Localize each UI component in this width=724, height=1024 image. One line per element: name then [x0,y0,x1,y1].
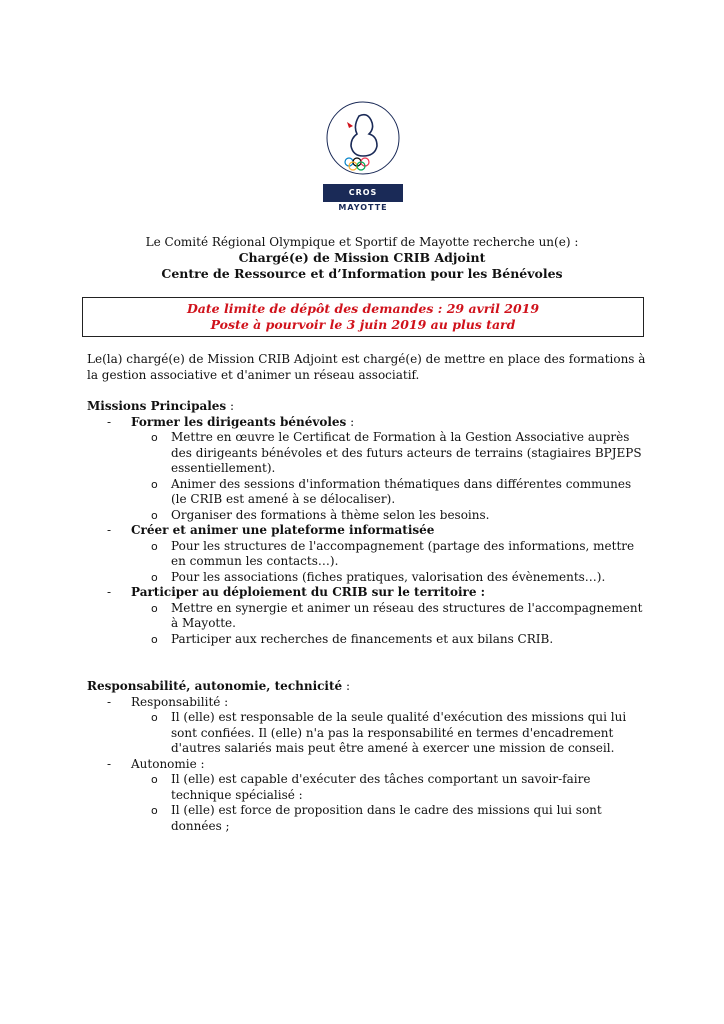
group-items [131,772,647,834]
mission-group-title: Former les dirigeants bénévoles [131,414,347,429]
mission-group: - Former les dirigeants bénévoles : o Mettre en œuvre le Certificat de Formation à la Gestion Associative auprès des dirigeants bénévoles et des futurs acteurs de terrains (stagiaires BPJEPS essentiellement). o Animer des sessions d'information thématiques dans différentes communes (le CRIB est amené à se délocaliser). o Organiser des formations à thème selon les besoins. [107,415,647,524]
mission-items [131,430,647,523]
mission-items [131,539,647,586]
document-body [87,352,647,834]
start-date-line: Poste à pourvoir le 3 juin 2019 au plus tard [210,317,516,332]
list-item: o Pour les structures de l'accompagnement (partage des informations, mettre en commun les contacts…). [151,539,647,570]
list-item: o Il (elle) est responsable de la seule qualité d'exécution des missions qui lui sont confiées. Il (elle) n'a pas la responsabilité en termes d'encadrement d'autres salariés mais peut être amené à exercer une mission de conseil. [151,710,647,757]
intro-line: Le Comité Régional Olympique et Sportif de Mayotte recherche un(e) : [145,235,579,249]
group-title: Responsabilité : [131,694,229,709]
job-title: Chargé(e) de Mission CRIB Adjoint [238,250,486,265]
deadline-box [82,297,644,337]
list-item: o Animer des sessions d'information thématiques dans différentes communes (le CRIB est amené à se délocaliser). [151,477,647,508]
missions-list [87,415,647,648]
list-item: o Mettre en synergie et animer un réseau des structures de l'accompagnement à Mayotte. [151,601,647,632]
olympic-committee-emblem [323,96,403,184]
section-spacer [87,647,647,679]
responsabilite-section [87,679,647,834]
responsabilite-heading-line: Responsabilité, autonomie, technicité : [87,679,351,693]
deadline-line: Date limite de dépôt des demandes : 29 avril 2019 [186,301,540,316]
group-title: Autonomie : [131,756,205,771]
mission-group-title: Participer au déploiement du CRIB sur le territoire : [131,585,486,599]
list-item: o Il (elle) est force de proposition dans le cadre des missions qui lui sont données ; [151,803,647,834]
logo-region: MAYOTTE [338,203,388,212]
cros-mayotte-logo [323,96,403,216]
responsabilite-list [87,695,647,835]
group-items [131,710,647,757]
mission-group [107,523,647,585]
missions-heading-line: Missions Principales : [87,399,235,413]
list-item: o Il (elle) est capable d'exécuter des tâches comportant un savoir-faire technique spécialisé : [151,772,647,803]
responsabilite-group [107,695,647,757]
mission-group-title: Créer et animer une plateforme informatisée [131,523,435,537]
responsabilite-heading: Responsabilité, autonomie, technicité [87,679,343,693]
list-item: o Mettre en œuvre le Certificat de Formation à la Gestion Associative auprès des dirigeants bénévoles et des futurs acteurs de terrains (stagiaires BPJEPS essentiellement). [151,430,647,477]
mission-items [131,601,647,648]
description-paragraph: Le(la) chargé(e) de Mission CRIB Adjoint est chargé(e) de mettre en place des formations à la gestion associative et d'animer un réseau associatif. [87,352,646,382]
list-item: o Pour les associations (fiches pratiques, valorisation des évènements…). [151,570,647,586]
list-item: o Participer aux recherches de financements et aux bilans CRIB. [151,632,647,648]
missions-heading: Missions Principales [87,399,227,413]
intro-block [0,234,724,282]
logo-band: CROS [323,184,403,202]
missions-section [87,399,647,647]
mission-group [107,585,647,647]
centre-title: Centre de Ressource et d’Information pour les Bénévoles [161,266,563,281]
list-item: o Organiser des formations à thème selon les besoins. [151,508,647,524]
autonomie-group [107,757,647,835]
